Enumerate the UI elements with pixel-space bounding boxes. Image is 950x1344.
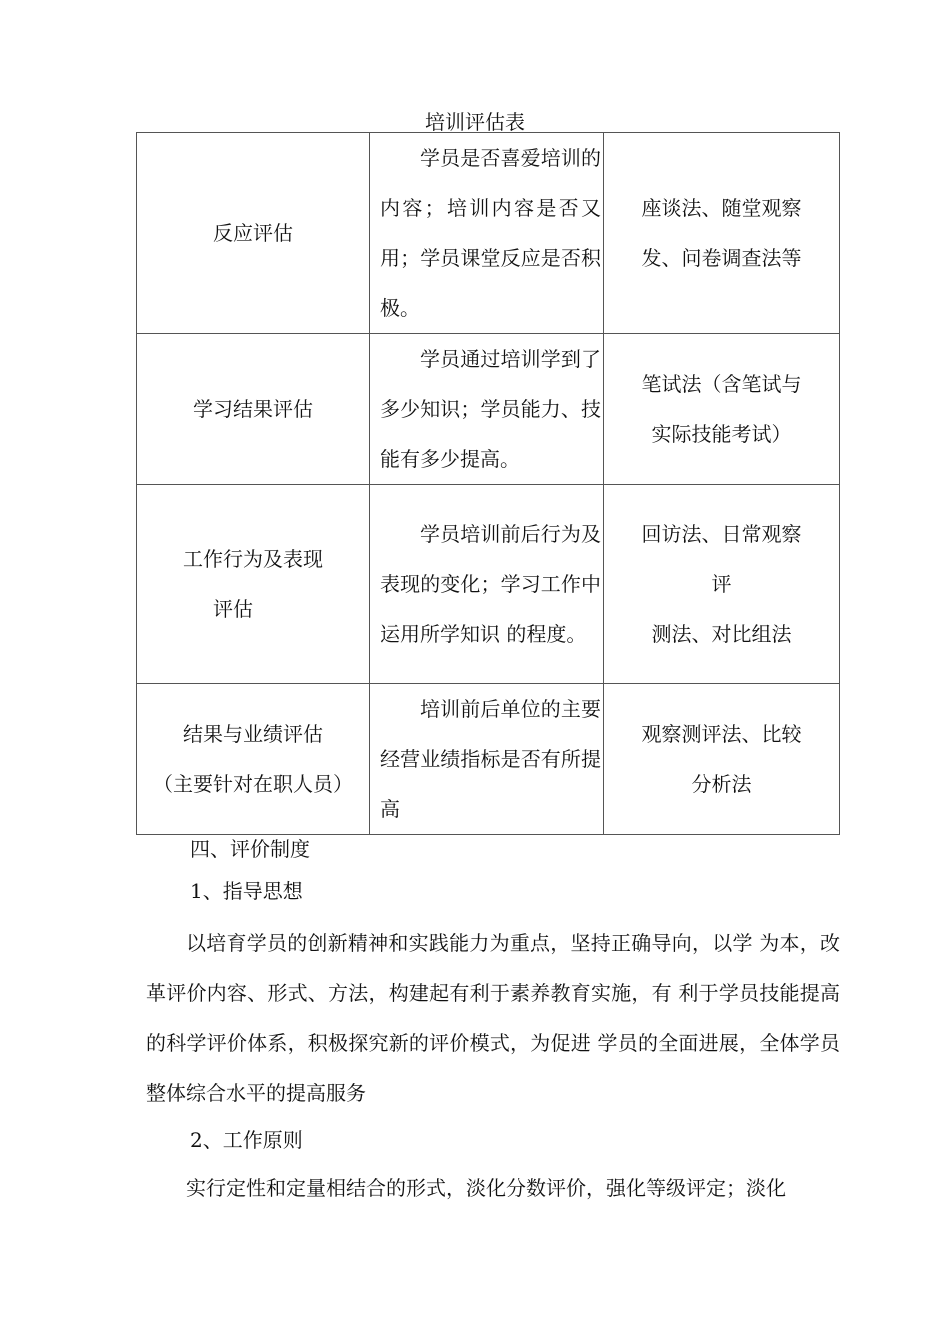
method-line: 座谈法、随堂观察	[641, 196, 802, 220]
level-name-cell	[137, 334, 370, 485]
content-text: 学员是否喜爱培训的内容；培训内容是否又用；学员课堂反应是否积极。	[380, 146, 601, 320]
paragraph-guiding-idea: 以培育学员的创新精神和实践能力为重点，坚持正确导向，以学 为本，改革评价内容、形式、方法，构建起有利于素养教育实施，有 利于学员技能提高的科学评价体系，积极探究新的评价模式，为促进 学员的全面进展，全体学员整体综合水平的提高服务	[146, 931, 840, 1105]
content-cell	[370, 485, 604, 684]
content-cell	[370, 684, 604, 835]
level-name-line: （主要针对在职人员）	[153, 772, 353, 796]
method-line: 发、问卷调查法等	[641, 246, 802, 270]
evaluation-table	[136, 132, 840, 835]
table-row	[137, 684, 840, 835]
level-name-line: 学习结果评估	[193, 397, 313, 421]
method-line: 评	[711, 572, 732, 596]
evaluation-table-body	[137, 133, 840, 835]
level-name-line: 工作行为及表现	[183, 547, 323, 571]
method-line: 分析法	[691, 772, 752, 796]
method-cell	[604, 334, 840, 485]
table-row	[137, 485, 840, 684]
content-cell	[370, 334, 604, 485]
table-row	[137, 133, 840, 334]
method-cell	[604, 485, 840, 684]
level-name-cell	[137, 684, 370, 835]
method-line: 测法、对比组法	[651, 622, 792, 646]
level-name-line: 结果与业绩评估	[183, 722, 323, 746]
content-text: 学员通过培训学到了多少知识；学员能力、技能有多少提高。	[380, 347, 601, 471]
content-cell	[370, 133, 604, 334]
method-line: 实际技能考试）	[651, 422, 792, 446]
level-name-cell	[137, 133, 370, 334]
paragraph-work-principle: 实行定性和定量相结合的形式，淡化分数评价，强化等级评定；淡化	[186, 1176, 786, 1200]
table-row	[137, 334, 840, 485]
content-text: 培训前后单位的主要经营业绩指标是否有所提高	[380, 697, 601, 821]
level-name-cell	[137, 485, 370, 684]
method-cell	[604, 133, 840, 334]
level-name-line: 评估	[213, 597, 253, 621]
table-title: 培训评估表	[425, 110, 525, 134]
subheading-work-principle: 2、工作原则	[190, 1128, 303, 1152]
level-name-line: 反应评估	[213, 221, 293, 245]
method-line: 回访法、日常观察	[641, 522, 802, 546]
method-line: 观察测评法、比较	[641, 722, 802, 746]
subheading-guiding-idea: 1、指导思想	[190, 879, 303, 903]
method-cell	[604, 684, 840, 835]
method-line: 笔试法（含笔试与	[641, 372, 802, 396]
section-heading: 四、评价制度	[190, 837, 310, 861]
content-text: 学员培训前后行为及表现的变化；学习工作中运用所学知识 的程度。	[380, 522, 601, 646]
